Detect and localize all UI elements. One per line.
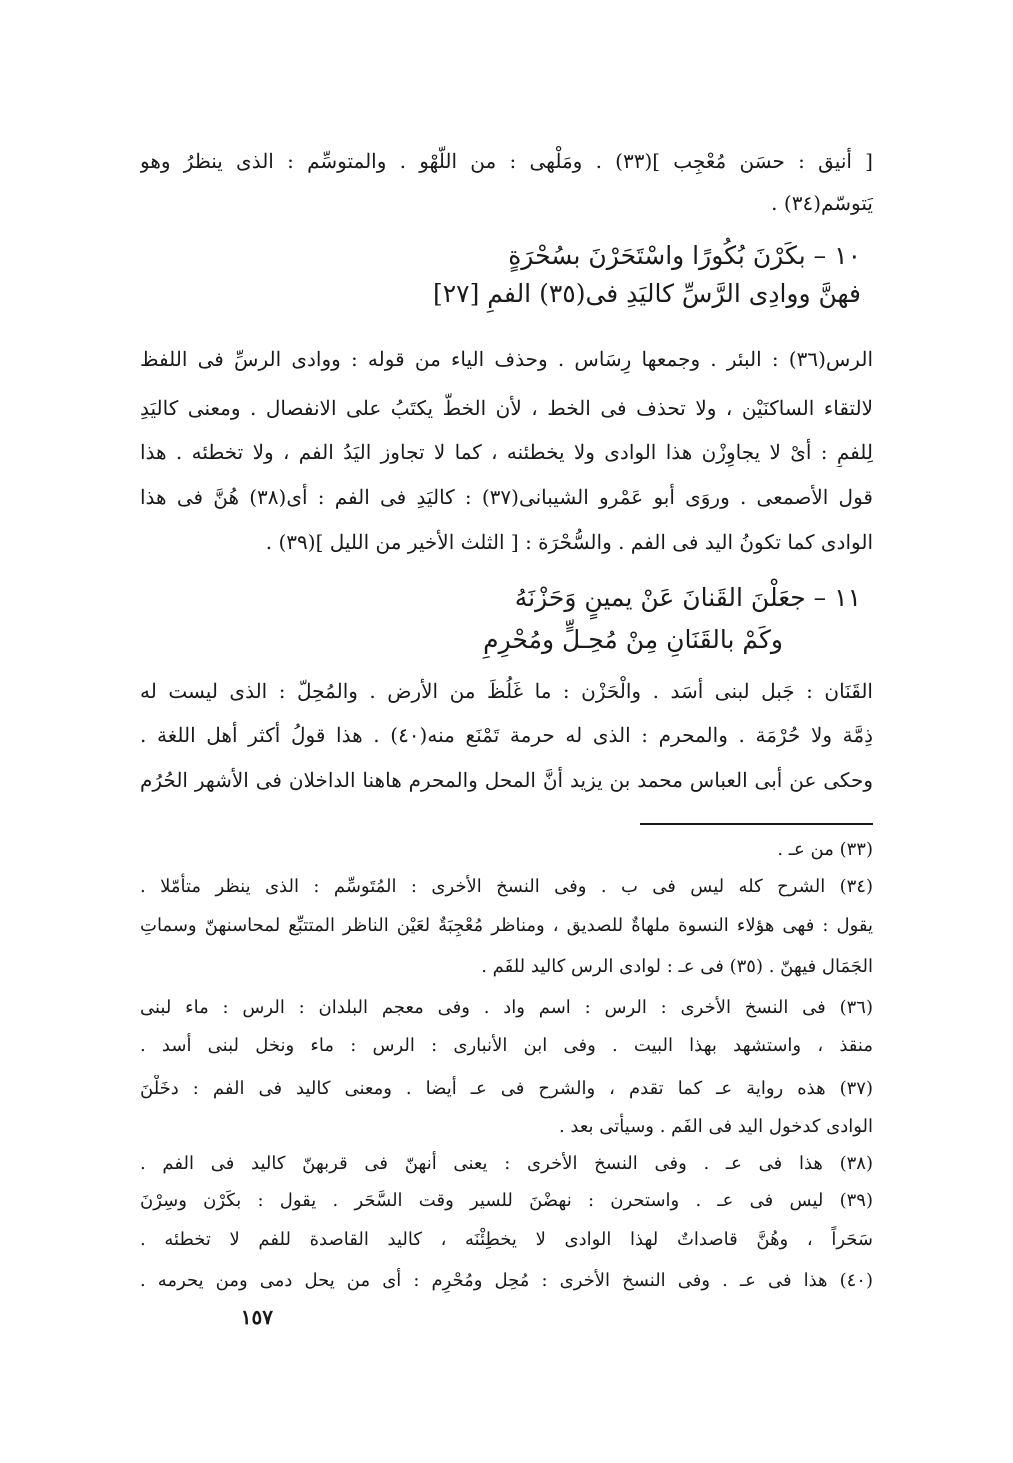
- body-line: لالتقاء الساكنَيْن ، ولا تحذف فى الخط ، لأن الخطَّ يكتَبُ على الانفصال . ومعنى كاليَدِ: [140, 396, 873, 420]
- body-line: يَتوسّم(٣٤) .: [771, 191, 873, 215]
- footnote-separator: [640, 823, 873, 825]
- page-number: ١٥٧: [240, 1305, 273, 1329]
- body-line: وحكى عن أبى العباس محمد بن يزيد أنَّ المحل والمحرم هاهنا الداخلان فى الأشهر الحُرُم: [140, 768, 873, 792]
- body-line: لِلفمِ : أىْ لا يجاوِزْن هذا الوادى ولا يخطئنه ، كما لا تجاوز اليَدُ الفم ، ولا تخطئه . هذا: [140, 440, 873, 464]
- verse-10-hemistich-1: ١٠ – بكَرْنَ بُكُورًا واسْتَحَرْنَ بسُحْرَةٍ: [508, 241, 861, 270]
- footnote-line: منقذ ، واستشهد بهذا البيت . وفى ابن الأنبارى : الرس : ماء ونخل لبنى أسد .: [140, 1035, 873, 1056]
- footnote-line: (٣٧) هذه رواية عـ كما تقدم ، والشرح فى عـ أيضا . ومعنى كاليد فى الفم : دخَلْنَ: [140, 1078, 873, 1099]
- body-line: [ أنيق : حسَن مُعْجِب ](٣٣) . ومَلْهى : من اللَّهْو . والمتوسِّم : الذى ينظرُ وهو: [140, 149, 873, 173]
- footnote-line: يقول : فهى هؤلاء النسوة ملهاةٌ للصديق ، ومناظر مُعْجِبَةٌ لعَيْن الناظر المتتبِّع لمحاسنهنّ وسماتِ: [140, 915, 873, 936]
- body-line: قول الأصمعى . وروَى أبو عَمْرو الشيبانى(٣٧) : كاليَدِ فى الفم : أى(٣٨) هُنَّ فى هذا: [140, 485, 873, 509]
- body-line: الرس(٣٦) : البئر . وجمعها رِسَاس . وحذف الياء من قوله : ووادى الرسِّ فى اللفظ: [140, 347, 873, 371]
- footnote-line: (٣٩) ليس فى عـ . واستحرن : نهضْنَ للسير وقت السَّحَر . يقول : بكَرْن وسِرْنَ: [140, 1190, 873, 1211]
- footnote-line: سَحَراً ، وهُنَّ قاصداتٌ لهذا الوادى لا يخطِئْنَه ، كاليد القاصدة للفم لا تخطئه .: [140, 1229, 873, 1250]
- verse-11-hemistich-2: وكَمْ بالقَنَانِ مِنْ مُحِـلٍّ ومُحْرِمِ: [483, 625, 783, 654]
- footnote-line: الجَمَال فيهنّ . (٣٥) فى عـ : لوادى الرس كاليد للفَم .: [481, 956, 873, 977]
- body-line: القَنَان : جَبل لبنى أسَد . والْحَزْن : ما غَلُظَ من الأرض . والمُحِلّ : الذى ليست له: [140, 679, 873, 703]
- verse-11-hemistich-1: ١١ – جعَلْنَ القَنانَ عَنْ يمينٍ وَحَزْنَهُ: [514, 583, 861, 612]
- body-line: الوادى كما تكونُ اليد فى الفم . والسُّحْرَة : [ الثلث الأخير من الليل ](٣٩) .: [265, 530, 873, 554]
- footnote-line: (٣٦) فى النسخ الأخرى : الرس : اسم واد . وفى معجم البلدان : الرس : ماء لبنى: [140, 997, 873, 1018]
- footnote-line: (٣٣) من عـ .: [777, 839, 873, 860]
- footnote-line: (٤٠) هذا فى عـ . وفى النسخ الأخرى : مُحِل ومُحْرِم : أى من يحل دمى ومن يحرمه .: [140, 1270, 873, 1291]
- footnote-line: الوادى كدخول اليد فى الفَم . وسيأتى بعد .: [558, 1116, 873, 1137]
- footnote-line: (٣٤) الشرح كله ليس فى ب . وفى النسخ الأخرى : المُتَوسِّم : الذى ينظر متأمّلا .: [140, 876, 873, 897]
- footnote-line: (٣٨) هذا فى عـ . وفى النسخ الأخرى : يعنى أنهنّ فى قربهنّ كاليد فى الفم .: [140, 1153, 873, 1174]
- body-line: ذِمَّة ولا حُرْمَة . والمحرم : الذى له حرمة تَمْنَع منه(٤٠) . هذا قولُ أكثر أهل اللغة .: [140, 723, 873, 747]
- verse-10-hemistich-2: فهنَّ ووادِى الرَّسِّ كاليَدِ فى(٣٥) الفمِ [٢٧]: [432, 279, 861, 308]
